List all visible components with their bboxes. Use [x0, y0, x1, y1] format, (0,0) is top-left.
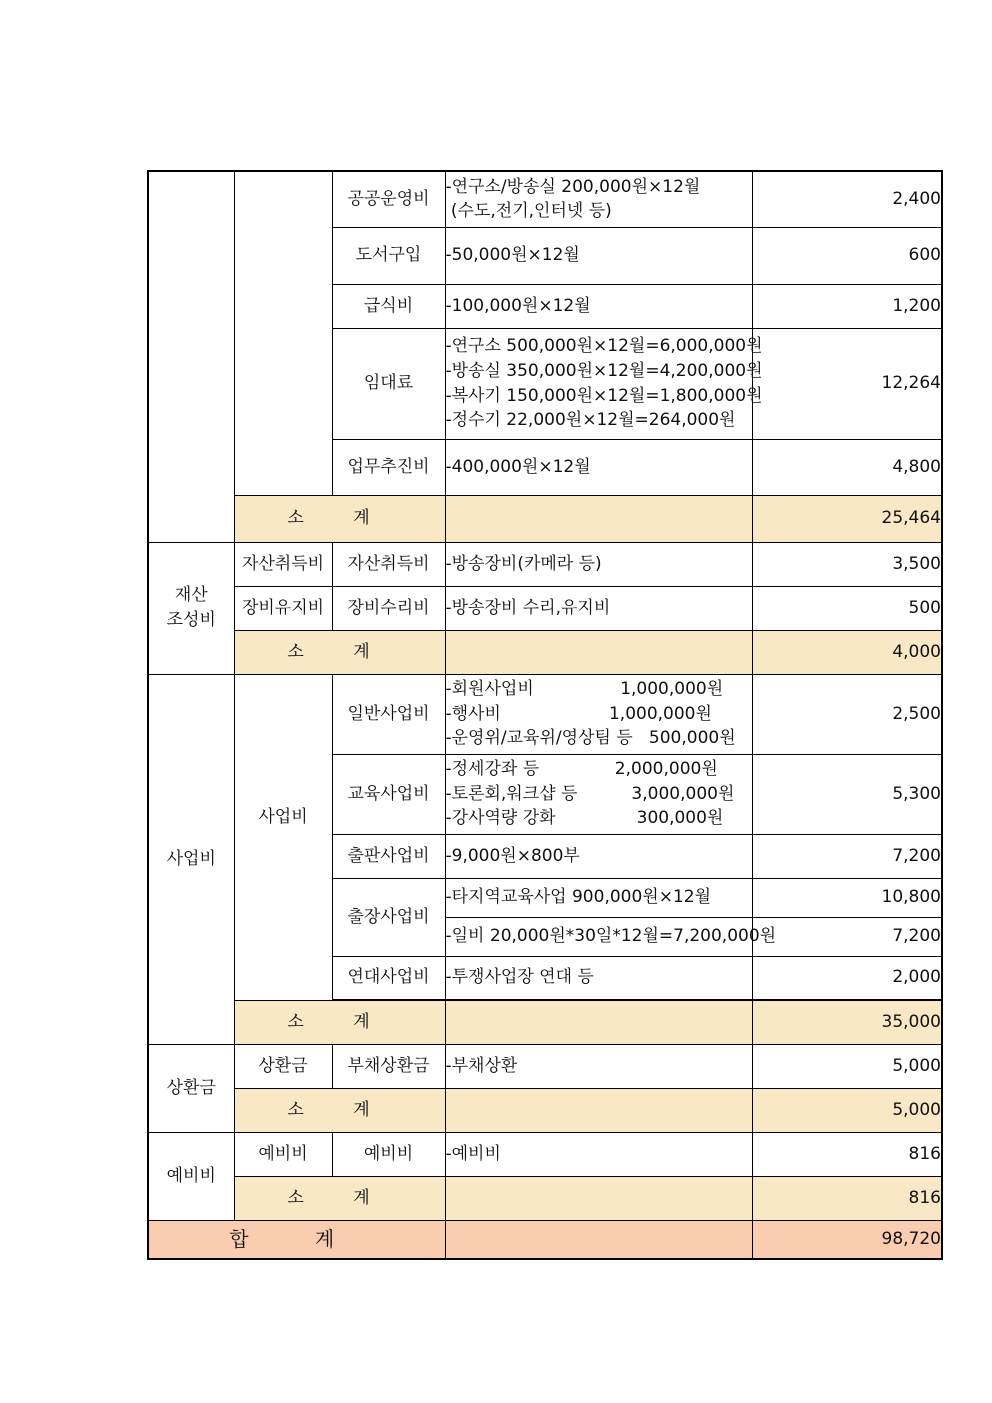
mid-category-cell: 장비유지비	[234, 586, 332, 630]
mid-category-cell: 사업비	[234, 674, 332, 1000]
mid-category-cell	[234, 171, 332, 495]
subtotal-label: 소 계	[234, 1088, 445, 1132]
subtotal-label: 소 계	[234, 495, 445, 542]
subtotal-amount: 25,464	[752, 495, 942, 542]
item-description: -400,000원×12월	[445, 439, 752, 495]
item-name: 임대료	[332, 328, 445, 439]
item-name: 도서구입	[332, 227, 445, 284]
subtotal-amount: 5,000	[752, 1088, 942, 1132]
item-amount: 7,200	[752, 917, 942, 956]
item-name: 출판사업비	[332, 834, 445, 878]
item-description: -타지역교육사업 900,000원×12월	[445, 878, 752, 917]
item-name: 급식비	[332, 284, 445, 328]
item-amount: 600	[752, 227, 942, 284]
item-description: -부채상환	[445, 1044, 752, 1088]
item-description: -회원사업비 1,000,000원 -행사비 1,000,000원 -운영위/교육위/영상팀 등 500,000원	[445, 674, 752, 754]
subtotal-description	[445, 630, 752, 674]
subtotal-row	[148, 1000, 942, 1044]
item-description: -50,000원×12월	[445, 227, 752, 284]
grand-total-description	[445, 1220, 752, 1259]
item-amount: 1,200	[752, 284, 942, 328]
grand-total-label: 합 계	[148, 1220, 445, 1259]
item-amount: 2,400	[752, 171, 942, 227]
item-name: 장비수리비	[332, 586, 445, 630]
subtotal-row	[148, 630, 942, 674]
item-description: -방송장비 수리,유지비	[445, 586, 752, 630]
item-amount: 12,264	[752, 328, 942, 439]
item-name: 업무추진비	[332, 439, 445, 495]
item-amount: 7,200	[752, 834, 942, 878]
item-name: 일반사업비	[332, 674, 445, 754]
subtotal-description	[445, 1176, 752, 1220]
item-name: 자산취득비	[332, 542, 445, 586]
subtotal-label: 소 계	[234, 1176, 445, 1220]
grand-total-row	[148, 1220, 942, 1259]
category-cell: 상환금	[148, 1044, 234, 1132]
table-row	[148, 1132, 942, 1176]
mid-category-cell: 자산취득비	[234, 542, 332, 586]
table-row	[148, 1044, 942, 1088]
item-description: -예비비	[445, 1132, 752, 1176]
item-name: 출장사업비	[332, 878, 445, 956]
subtotal-description	[445, 1088, 752, 1132]
table-row	[148, 542, 942, 586]
subtotal-amount: 816	[752, 1176, 942, 1220]
subtotal-amount: 4,000	[752, 630, 942, 674]
subtotal-row	[148, 1176, 942, 1220]
item-description: -일비 20,000원*30일*12월=7,200,000원	[445, 917, 752, 956]
item-amount: 2,000	[752, 956, 942, 999]
item-description: -투쟁사업장 연대 등	[445, 956, 752, 999]
mid-category-cell: 예비비	[234, 1132, 332, 1176]
item-amount: 816	[752, 1132, 942, 1176]
item-name: 부채상환금	[332, 1044, 445, 1088]
item-amount: 3,500	[752, 542, 942, 586]
category-cell: 예비비	[148, 1132, 234, 1220]
subtotal-label: 소 계	[234, 630, 445, 674]
mid-category-cell: 상환금	[234, 1044, 332, 1088]
budget-table	[147, 170, 943, 1260]
subtotal-amount: 35,000	[752, 1000, 942, 1044]
item-name: 공공운영비	[332, 171, 445, 227]
item-amount: 2,500	[752, 674, 942, 754]
item-amount: 500	[752, 586, 942, 630]
table-row	[148, 586, 942, 630]
item-description: -연구소 500,000원×12월=6,000,000원 -방송실 350,000원×12월=4,200,000원 -복사기 150,000원×12월=1,800,000원 -정수기 22,000원×12월=264,000원	[445, 328, 752, 439]
category-cell	[148, 171, 234, 542]
item-amount: 10,800	[752, 878, 942, 917]
item-amount: 4,800	[752, 439, 942, 495]
item-description: -9,000원×800부	[445, 834, 752, 878]
table-row	[148, 171, 942, 227]
item-description: -100,000원×12월	[445, 284, 752, 328]
subtotal-row	[148, 1088, 942, 1132]
item-description: -방송장비(카메라 등)	[445, 542, 752, 586]
item-description: -정세강좌 등 2,000,000원 -토론회,워크샵 등 3,000,000원 -강사역량 강화 300,000원	[445, 754, 752, 834]
item-name: 연대사업비	[332, 956, 445, 999]
subtotal-row	[148, 495, 942, 542]
subtotal-label: 소 계	[234, 1000, 445, 1044]
subtotal-description	[445, 1000, 752, 1044]
category-cell: 재산 조성비	[148, 542, 234, 674]
category-cell: 사업비	[148, 674, 234, 1044]
item-name: 교육사업비	[332, 754, 445, 834]
item-name: 예비비	[332, 1132, 445, 1176]
subtotal-description	[445, 495, 752, 542]
table-row	[148, 674, 942, 754]
item-description: -연구소/방송실 200,000원×12월 (수도,전기,인터넷 등)	[445, 171, 752, 227]
item-amount: 5,300	[752, 754, 942, 834]
grand-total-amount: 98,720	[752, 1220, 942, 1259]
item-amount: 5,000	[752, 1044, 942, 1088]
